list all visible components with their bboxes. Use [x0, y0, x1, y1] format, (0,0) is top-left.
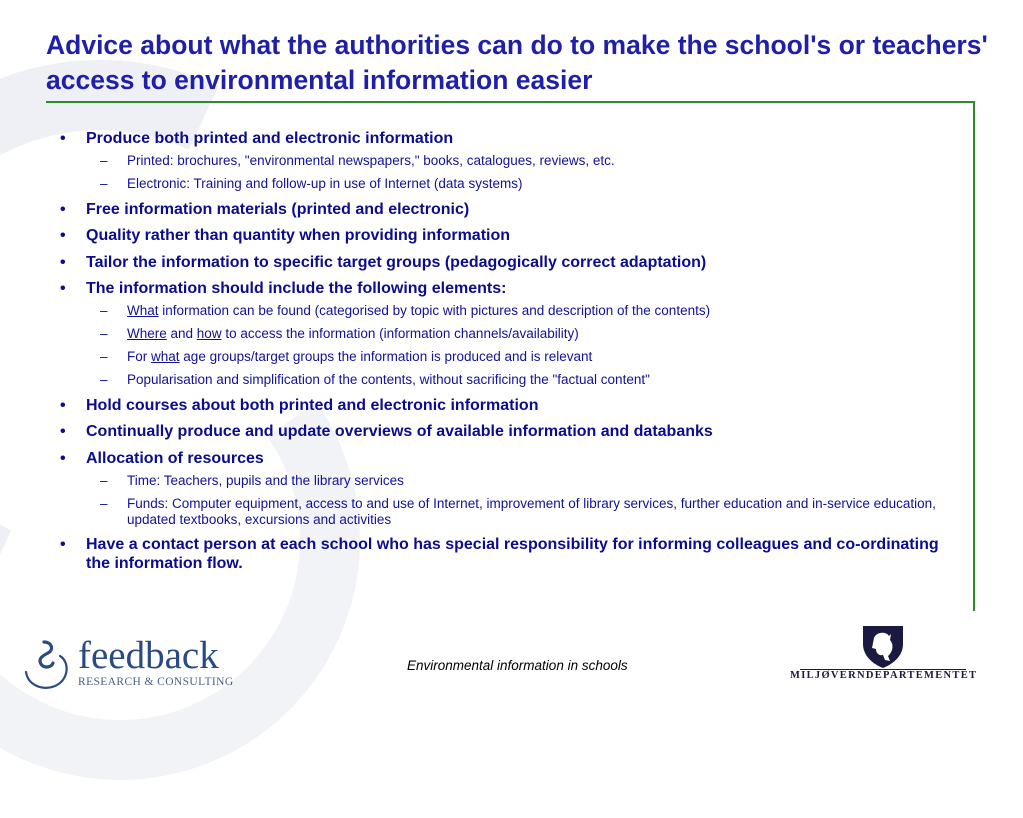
- sub-item: [86, 372, 958, 388]
- dash-marker: –: [100, 495, 108, 511]
- sub-list: [86, 153, 958, 192]
- bullet-list: [58, 129, 958, 581]
- sub-list: [86, 473, 958, 528]
- bullet-item: [58, 200, 958, 219]
- bullet-item: [58, 279, 958, 388]
- sub-item-text: For: [127, 349, 152, 364]
- dash-marker: –: [100, 326, 108, 341]
- sub-item-text: Electronic: Training and follow-up in use of Internet (data systems): [127, 176, 523, 191]
- sub-item-text: Funds: Computer equipment, access to and use of Internet, improvement of library services, further education and in-service education, updated textbooks, excursions and activities: [127, 495, 936, 527]
- bullet-item: [58, 422, 958, 441]
- bullet-item: [58, 535, 958, 573]
- frame-right-line: [973, 101, 975, 611]
- bullet-text: Quality rather than quantity when providing information: [86, 227, 511, 244]
- sub-list: [86, 303, 958, 388]
- sub-item-text: Printed: brochures, "environmental newspapers," books, catalogues, reviews, etc.: [127, 153, 615, 168]
- bullet-item: [58, 396, 958, 415]
- sub-item: [86, 303, 958, 319]
- ministry-name: MILJØVERNDEPARTEMENTET: [790, 670, 978, 681]
- feedback-logo-mark-icon: [22, 636, 74, 692]
- bullet-item: [58, 226, 958, 245]
- slide-title: Advice about what the authorities can do to make the school's or teachers' access to environmental information easier: [46, 30, 988, 95]
- frame-top-line: [46, 101, 975, 103]
- underlined-keyword: what: [151, 349, 180, 364]
- bullet-text: Have a contact person at each school who has special responsibility for informing colleagues and co-ordinating the information flow.: [86, 536, 939, 572]
- feedback-logo-word: feedback: [78, 634, 219, 677]
- dash-marker: –: [100, 176, 108, 191]
- dash-marker: –: [100, 372, 108, 387]
- bullet-text: Free information materials (printed and electronic): [86, 200, 470, 218]
- sub-item: [86, 326, 958, 342]
- bullet-text: Produce both printed and electronic information: [86, 130, 454, 147]
- sub-item: [86, 176, 958, 192]
- sub-item: [86, 349, 958, 365]
- bullet-text: The information should include the following elements:: [86, 280, 507, 297]
- dash-marker: –: [100, 303, 108, 318]
- sub-item: [86, 153, 958, 169]
- footer-text: Environmental information in schools: [407, 658, 628, 673]
- bullet-marker: •: [60, 130, 66, 147]
- bullet-text: Hold courses about both printed and electronic information: [86, 396, 539, 414]
- bullet-item: [58, 253, 958, 272]
- dash-marker: –: [100, 153, 108, 168]
- bullet-item: [58, 129, 958, 192]
- ministry-logo: [790, 624, 990, 696]
- underlined-keyword: What: [127, 303, 159, 318]
- sub-item-text: information can be found (categorised by topic with pictures and description of the contents): [158, 303, 711, 318]
- bullet-marker: •: [60, 200, 66, 218]
- feedback-logo-subtitle: RESEARCH & CONSULTING: [78, 676, 234, 688]
- underlined-keyword: Where: [127, 326, 167, 341]
- bullet-item: [58, 449, 958, 528]
- bullet-text: Allocation of resources: [86, 449, 264, 467]
- sub-item-text: and: [166, 326, 197, 341]
- bullet-text: Continually produce and update overviews of available information and databanks: [86, 423, 713, 440]
- bullet-marker: •: [60, 280, 66, 297]
- dash-marker: –: [100, 349, 108, 364]
- bullet-marker: •: [60, 396, 66, 414]
- bullet-text: Tailor the information to specific target groups (pedagogically correct adaptation): [86, 253, 707, 271]
- bullet-marker: •: [60, 536, 66, 553]
- dash-marker: –: [100, 472, 108, 488]
- bullet-marker: •: [60, 423, 66, 440]
- sub-item-text: to access the information (information channels/availability): [221, 326, 579, 341]
- sub-item-text: age groups/target groups the information is produced and is relevant: [179, 349, 593, 364]
- bullet-marker: •: [60, 449, 66, 467]
- sub-item-text: Popularisation and simplification of the contents, without sacrificing the "factual content": [127, 372, 650, 387]
- feedback-logo: [22, 634, 252, 694]
- sub-item: [86, 496, 958, 528]
- bullet-marker: •: [60, 253, 66, 271]
- bullet-marker: •: [60, 227, 66, 244]
- underlined-keyword: how: [196, 326, 222, 341]
- norwegian-lion-crest-icon: [790, 624, 976, 670]
- sub-item-text: Time: Teachers, pupils and the library services: [127, 472, 404, 488]
- sub-item: [86, 473, 958, 489]
